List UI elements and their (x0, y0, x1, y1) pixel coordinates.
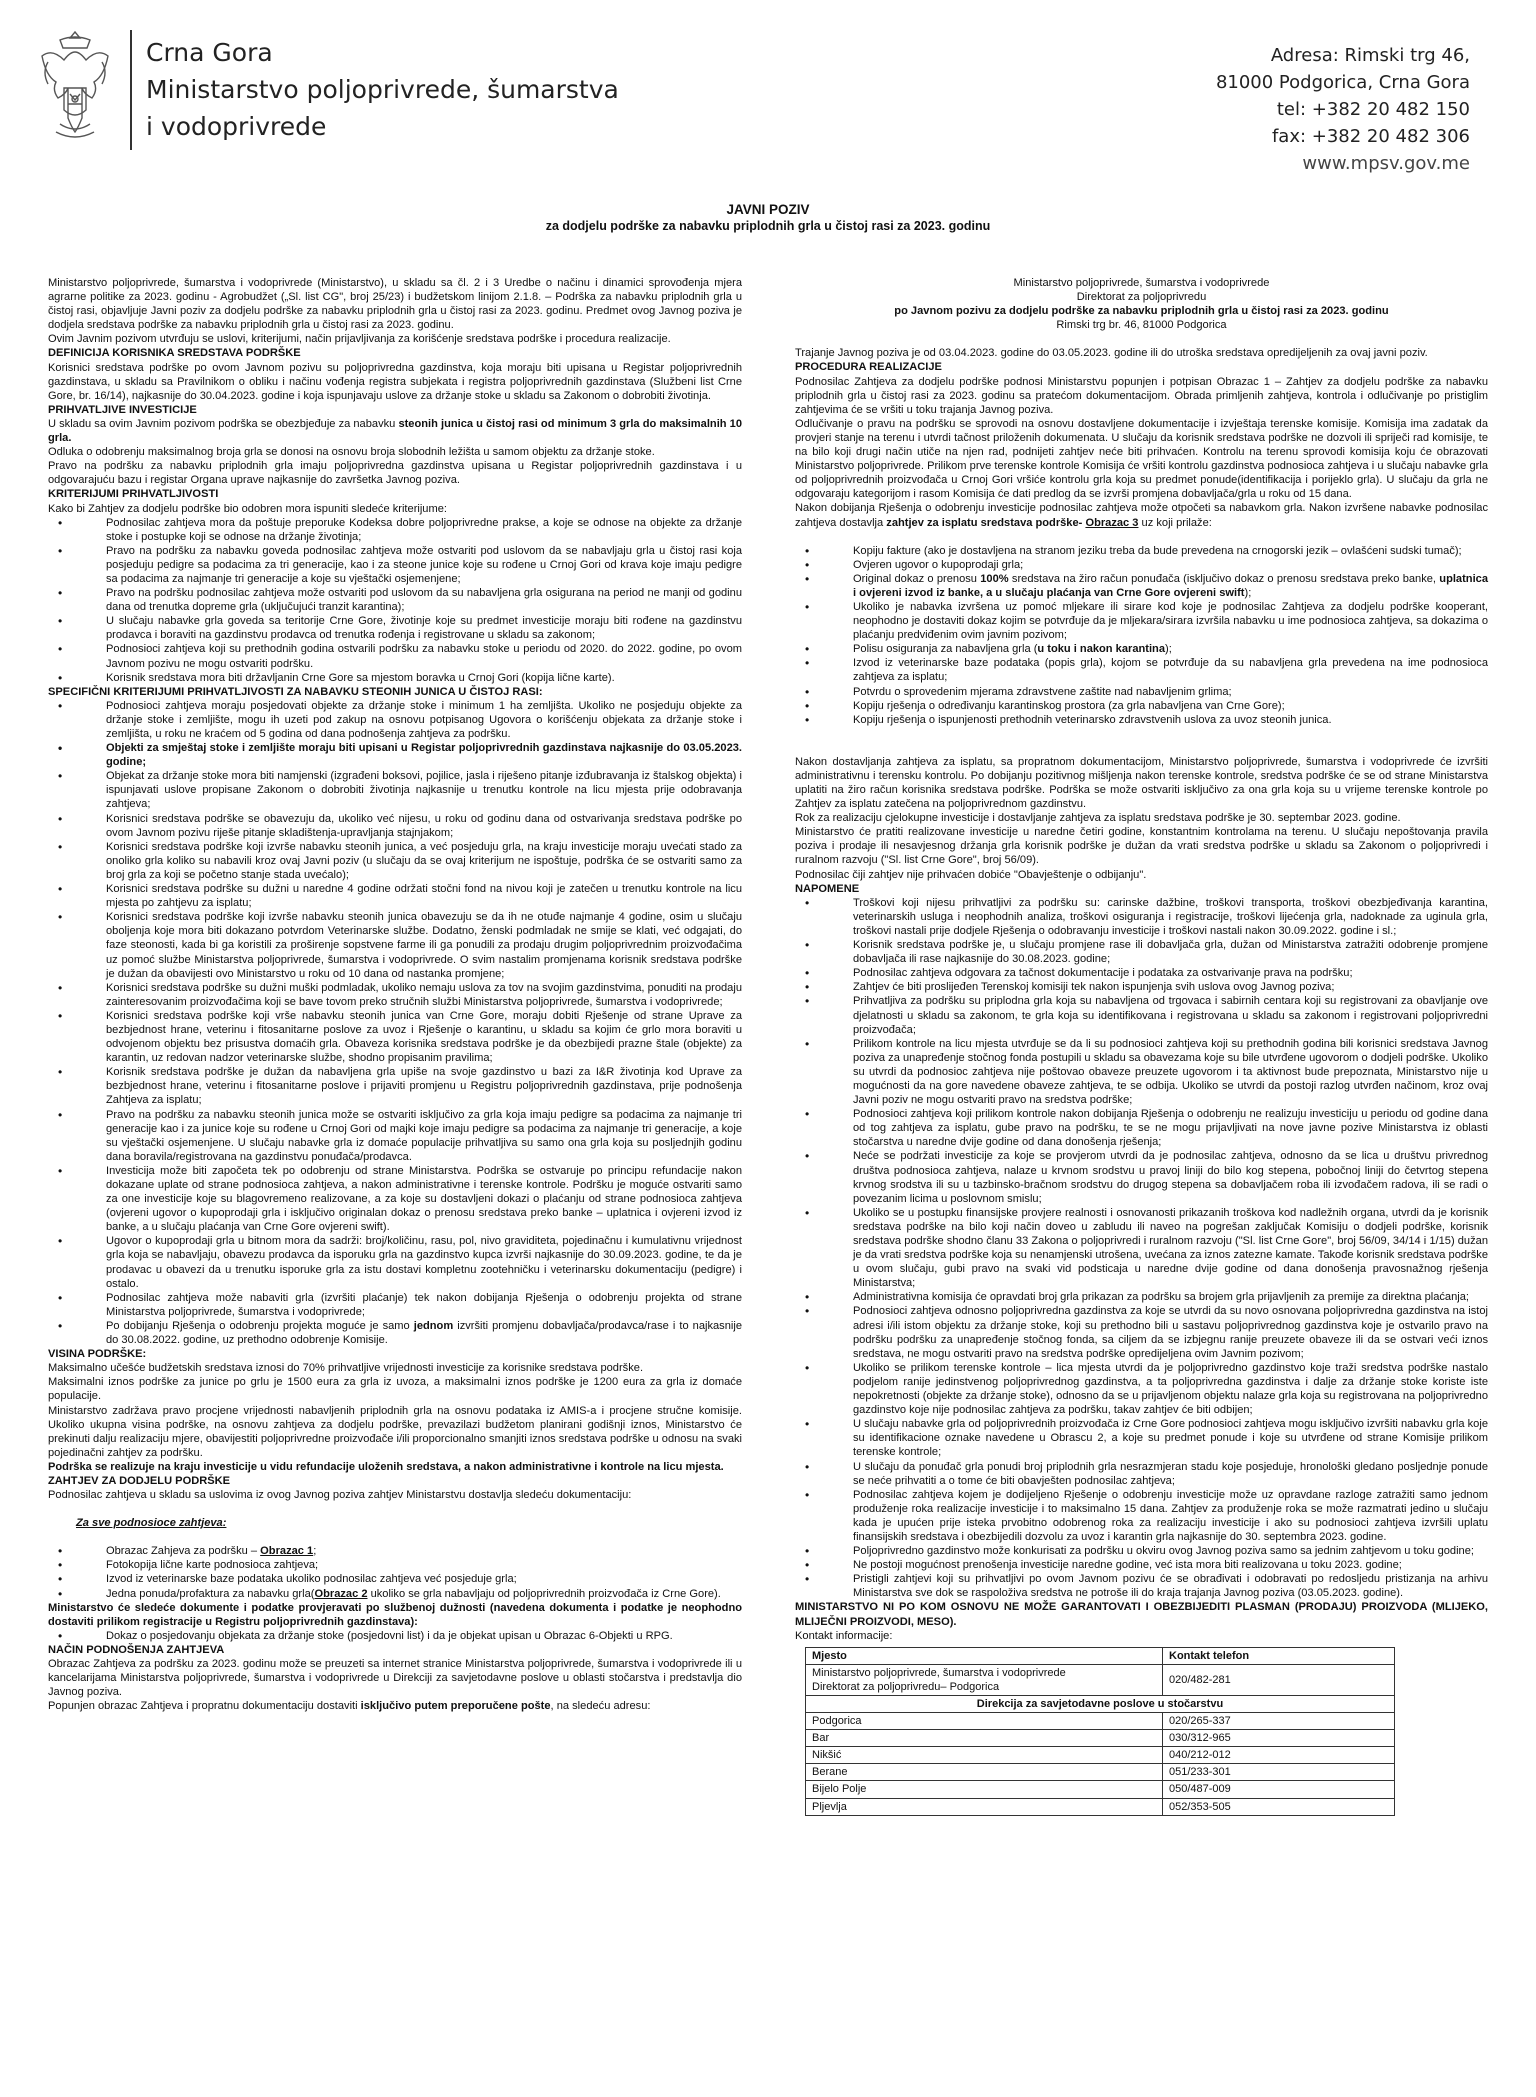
table-cell: 030/312-965 (1163, 1730, 1395, 1747)
title-sub: za dodjelu podrške za nabavku priplodnih grla u čistoj rasi za 2023. godinu (545, 219, 991, 233)
list-item: • Objekti za smještaj stoke i zemljište moraju biti upisani u Registar poljoprivrednih gazdinstava najkasnije do 03.05.2023. godine; (48, 741, 742, 769)
item-text: uz koji prilaže: (1138, 516, 1212, 529)
list-item: • Kopiju fakture (ako je dostavljena na stranom jeziku treba da bude prevedena na crnogorski jezik – ovlašćeni sudski tumač); (795, 544, 1488, 558)
column-header: Mjesto (806, 1647, 1163, 1664)
list-item: • Ukoliko je nabavka izvršena uz pomoć mljekare ili sirare kod koje je podnosilac Zahtjeva za dodjelu podrške kooperant, neophodno je dostaviti dokaz kojim se potvrđuje da je mljekara/sirara izvršila nabavku u ime podnosioca zahtjeva, sa dokazima o plaćanju predviđenim ovim javnim pozivom; (795, 600, 1488, 642)
all-applicants-label: Za sve podnosioce zahtjeva: (76, 1517, 227, 1530)
left-column (48, 276, 742, 1713)
list-item: • Kopiju rješenja o ispunjenosti prethodnih veterinarsko zdravstvenih uslova za uvoz steonih junica. (795, 713, 1488, 727)
table-cell: 052/353-505 (1163, 1798, 1395, 1815)
section-heading-support-amount: VISINA PODRŠKE: (48, 1348, 147, 1361)
investments-text: U skladu sa ovim Javnim pozivom podrška se obezbjeđuje za nabavku (48, 417, 399, 430)
table-header-row (806, 1647, 1395, 1664)
address-line: Adresa: Rimski trg 46, (1270, 45, 1470, 66)
duration-paragraph: Trajanje Javnog poziva je od 03.04.2023. godine do 03.05.2023. godine ili do utroška sredstava opredijeljenih za ovaj javni poziv. (795, 347, 1428, 360)
investments-bold: steonih junica u čistoj rasi od minimum 3 grla do maksimalnih 10 grla. (48, 417, 742, 445)
list-item: • Prihvatljiva za podršku su priplodna grla koja su nabavljena od trgovaca i sabirnih centara koji su registrovani za obavljanje ove djelatnosti u skladu sa zakonom, te grla koja su identifikovana i registrovana u skladu sa zakonom i registrovani poljoprivredni proizvođača; (795, 994, 1488, 1036)
item-text: Nakon dobijanja Rješenja o odobrenju investicije podnosilac zahtjeva može otpočeti sa nabavkom grla. Nakon izvršene nabavke podnosilac zahtjeva dostavlja (795, 502, 1488, 529)
section-heading-submission: NAČIN PODNOŠENJA ZAHTJEVA (48, 1643, 225, 1656)
form-2-link[interactable]: Obrazac 2 (314, 1587, 368, 1600)
address-line: po Javnom pozivu za dodjelu podrške za nabavku priplodnih grla u čistoj rasi za 2023. godinu (894, 305, 1389, 318)
list-item: • U slučaju nabavke grla od poljoprivrednih proizvođača iz Crne Gore podnosioci zahtjeva mogu isključivo izvršiti nabavku grla koje su identifikacione oznake navedene u Obrascu 2, a koje su predmet ponude i koje su utvrđene od strane Komisije prilikom terenske kontrole; (795, 1417, 1488, 1459)
list-item: • Podnosioci zahtjeva odnosno poljoprivredna gazdinstva za koje se utvrdi da su novo osnovana poljoprivredna gazdinstva na istoj adresi i/ili istom objektu za držanje stoke, koji su prethodno bili u sastavu poljoprivrednog gazdinstva koje je ostvarilo pravo na podršku podršku za unapređenje stočnog fonda, sa ciljem da se izbjegnu ranije preuzete obaveze ili da se ostvari veći iznos sredstava, ne mogu ostvariti pravo na sredstva podrške opredijeljena ovim Javnim pozivom; (795, 1304, 1488, 1360)
list-item: • Kopiju rješenja o određivanju karantinskog prostora (za grla nabavljena van Crne Gore); (795, 699, 1488, 713)
intro-paragraph: Ministarstvo poljoprivrede, šumarstva i vodoprivrede (Ministarstvo), u skladu sa čl. 2 i 3 Uredbe o načinu i dinamici sprovođenja mjera agrarne politike za 2023. godinu - Agrobudžet („Sl. list CG", broj 25/23) i budžetskom linijom 2.1.8. – Podrška za nabavku priplodnih grla u čistoj rasi, objavljuje Javni poziv za dodjelu podrške za nabavku priplodnih grla u čistoj rasi za 2023. godinu. Predmet ovog Javnog poziva je dodjela sredstava podrške za nabavku priplodnih grla u čistoj rasi za 2023. godinu. (48, 277, 742, 332)
table-cell: 040/212-012 (1163, 1747, 1395, 1764)
list-item (48, 1587, 742, 1601)
list-item: • Korisnik sredstava podrške je dužan da nabavljena grla upiše na svoje gazdinstvo u bazi za I&R životinja kod Uprave za bezbjednost hrane, veterinu i fitosanitarne poslove i prijaviti promjenu u Registru poljoprivrednih gazdinstava, prije podnošenja Zahtjeva za isplatu; (48, 1065, 742, 1107)
list-item: • Potvrdu o sprovedenim mjerama zdravstvene zaštite nad nabavljenim grlima; (795, 685, 1488, 699)
form-3-link[interactable]: Obrazac 3 (1085, 516, 1139, 529)
table-section-row (806, 1696, 1395, 1713)
fax-line: fax: +382 20 482 306 (1271, 126, 1470, 147)
after-paragraph-4: Podnosilac čiji zahtjev nije prihvaćen dobiće "Obavještenje o odbijanju". (795, 868, 1147, 881)
table-row (806, 1713, 1395, 1730)
list-item: • Pravo na podršku za nabavku goveda podnosilac zahtjeva može ostvariti pod uslovom da se nabavljaju grla u čistoj rasi koja posjeduju pedigre sa podacima za tri generacije, kao i za steone junice koje su rođene u Crnoj Gori od krava koje imaju pedigre sa podacima za najmanje tri generacije a koje su vještački osjemenjene; (48, 544, 742, 586)
list-item (795, 572, 1488, 600)
address-line: Direktorat za poljoprivredu (1076, 291, 1207, 304)
table-row (806, 1764, 1395, 1781)
item-text: sredstava na žiro račun ponuđača (isključivo dokaz o prenosu sredstava preko banke, (1008, 572, 1440, 585)
table-cell: Bijelo Polje (806, 1781, 1163, 1798)
title-main: JAVNI POZIV (726, 202, 810, 217)
list-item: • Ukoliko se prilikom terenske kontrole – lica mjesta utvrdi da je poljoprivredno gazdinstvo koje traži sredstva podrške nastalo podjelom ranije jedinstvenog poljoprivrednog gazdinstva, a ta poljoprivredna gazdinstva i dalje za držanje stoke koriste iste nepokretnosti (objekte za držanje stoke), odnosno da se u prijavljenom objektu nalaze grla koja su registrovana na poljoprivredno gazdinstvo koje nije podnosilac zahtjeva za podršku, takav zahtjev će biti odbijen; (795, 1361, 1488, 1417)
investments-paragraph-3: Pravo na podršku za nabavku priplodnih grla imaju poljoprivredna gazdinstva upisana u Registar poljoprivrednih gazdinstava i u odgovarajuću bazu i registar Organa uprave najkasnije do završetka Javnog poziva. (48, 460, 742, 487)
intro-paragraph-2: Ovim Javnim pozivom utvrđuju se uslovi, kriterijumi, način prijavljivanja za korišćenje sredstava podrške i procedura realizacije. (48, 333, 671, 346)
item-bold: 100% (980, 572, 1009, 585)
item-text: Obrazac Zahjeva za podršku – (106, 1545, 261, 1558)
list-item: • Podnosilac zahtjeva kojem je dodijeljeno Rješenje o odobrenju investicije može uz opravdane razloge zatražiti samo jednom produženje roka realizacije investicije i to maksimalno 15 dana. Zahtjev za produženje roka se može razmatrati jedino u slučaju kada je upućen prije isteka prvobitno odobrenog roka za realizaciju investicije i ako su podnosioci zahtjeva izvršili uplatu finansijskih sredstava i obezbijedili dozvolu za uvoz i karantin grla najkasnije do 30. septembra 2023. godine. (795, 1488, 1488, 1544)
item-text: Po dobijanju Rješenja o odobrenju projekta moguće je samo (106, 1319, 414, 1332)
table-cell: 050/487-009 (1163, 1781, 1395, 1798)
list-item: • Korisnik sredstava mora biti državljanin Crne Gore sa mjestom boravka u Crnoj Gori (kopija lične karte). (48, 671, 742, 685)
list-item (795, 642, 1488, 656)
list-item: • Ugovor o kupoprodaji grla u bitnom mora da sadrži: broj/količinu, rasu, pol, nivo graviditeta, pojedinačnu i kumulativnu vrijednost grla koja se nabavljaju, obavezu prodavca da isporuku grla na gazdinstvo kupca izvrši najkasnije do 30.09.2023. godine, te da je prodavac u obavezi da u trenutku isporuke grla za istu dostavi kompletnu zootehničku i veterinarsku dokumentaciju (pedigre) i ostalo. (48, 1234, 742, 1290)
right-column (795, 276, 1488, 1816)
list-item: • Administrativna komisija će opravdati broj grla prikazan za podršku sa brojem grla prijavljenih za premije za direktna plaćanja; (795, 1290, 1488, 1304)
ministry-line: Ministarstvo poljoprivrede, šumarstva i vodoprivrede (812, 1666, 1066, 1679)
list-item: • Zahtjev će biti proslijeđen Terenskoj komisiji tek nakon ispunjenja svih uslova ovog Javnog poziva; (795, 980, 1488, 994)
table-row (806, 1798, 1395, 1815)
item-bold: jednom (413, 1319, 454, 1332)
table-row (806, 1781, 1395, 1798)
list-item: • Korisnici sredstava podrške su dužni muški podmladak, ukoliko nemaju uslova za tov na svojim gazdinstvima, ponuditi na prodaju zainteresovanim proizvođačima koji se bave tovom preko stručnih službi Ministarstva poljoprivrede, šumarstva i vodoprivrede; (48, 981, 742, 1009)
list-item: • Podnosioci zahtjeva koji su prethodnih godina ostvarili podršku za nabavku stoke u periodu od 2020. do 2022. godine, po ovom Javnom pozivu ne mogu ostvariti podršku. (48, 642, 742, 670)
support-paragraph-2: Maksimalni iznos podrške za junice po grlu je 1500 eura za grla iz uvoza, a maksimalni iznos podrške je 1200 eura za grla iz domaće populacije. (48, 1376, 742, 1403)
table-cell: 020/265-337 (1163, 1713, 1395, 1730)
item-bold: uplatnica i ovjereni izvod iz banke, a u slučaju plaćanja van Crne Gore ovjereni swift (853, 572, 1488, 599)
criteria-intro: Kako bi Zahtjev za dodjelu podrške bio odobren mora ispuniti sledeće kriterijume: (48, 502, 447, 515)
list-item: • Korisnici sredstava podrške koji izvrše nabavku steonih junica, a već posjeduju grla, na kraju investicije moraju uvećati stado za onoliko grla koliko su nabavili kroz ovaj Javni poziv (u slučaju da se ovaj kriterijum ne ispoštuje, podrška će se ostvariti samo za broj grla za koji se početno stanje stada uvećalo); (48, 840, 742, 882)
spacer (48, 1502, 742, 1516)
procedure-paragraph-3 (795, 501, 1488, 529)
item-text: ; (313, 1545, 317, 1558)
list-item: • Poljoprivredno gazdinstvo može konkurisati za podršku u okviru ovog Javnog poziva samo sa jednim zahtjevom u toku godine; (795, 1544, 1488, 1558)
notes-list (795, 896, 1488, 1601)
list-item: • Pravo na podršku podnosilac zahtjeva može ostvariti pod uslovom da su nabavljena grla osigurana na period ne manji od godinu dana od trenutka dopreme grla (uključujući tranzit karantina); (48, 586, 742, 614)
section-heading-request: ZAHTJEV ZA DODJELU PODRŠKE (48, 1474, 231, 1487)
table-row (806, 1747, 1395, 1764)
item-bold: isključivo putem preporučene pošte (360, 1700, 551, 1713)
investments-paragraph (48, 417, 742, 445)
table-cell: Pljevlja (806, 1798, 1163, 1815)
city-line: 81000 Podgorica, Crna Gora (1215, 72, 1470, 93)
list-item (48, 1319, 742, 1347)
list-item: • Investicija može biti započeta tek po odobrenju od strane Ministarstva. Podrška se ostvaruje po principu refundacije nakon dokazane uplate od strane podnosioca zahtjeva, a nakon administrativne i terenske kontrole. Podršku je moguće ostvariti samo za one investicije koje su blagovremeno realizovane, a za koje su dostavljeni dokazi o plaćanju od strane podnosioca zahtjeva (ovjereni ugovor o kupoprodaji grla i isključivo originalan dokaz o prenosu sredstava preko banke – uplatnica i ovjereni izvod iz banke, a u slučaju plaćanja van Crne Gore ovjereni swift). (48, 1164, 742, 1234)
list-item: • Podnosilac zahtjeva mora da poštuje preporuke Kodeksa dobre poljoprivredne prakse, a koje se odnose na objekte za držanje stoke i postupke koji se odnose na držanje životinja; (48, 516, 742, 544)
item-text: Polisu osiguranja za nabavljena grla ( (853, 643, 1038, 656)
submission-paragraph-2 (48, 1699, 742, 1713)
section-heading-specific-criteria: SPECIFIČNI KRITERIJUMI PRIHVATLJIVOSTI ZA NABAVKU STEONIH JUNICA U ČISTOJ RASI: (48, 685, 543, 698)
section-heading-notes: NAPOMENE (795, 882, 860, 895)
website-link[interactable]: www.mpsv.gov.me (1302, 153, 1470, 174)
table-cell: Podgorica (806, 1713, 1163, 1730)
list-item: • Podnosioci zahtjeva koji prilikom kontrole nakon dobijanja Rješenja o odobrenju ne realizuju investiciju u periodu od godine dana od tog zahtjeva za isplatu, gube pravo na podršku, te se ne mogu prijavljivati na nove javne pozive Ministarstva iz oblasti stočarstva u naredne dvije godine od dana donošenja rješenja; (795, 1107, 1488, 1149)
spacer (795, 530, 1488, 544)
item-text: Popunjen obrazac Zahtjeva i propratnu dokumentaciju dostaviti (48, 1700, 361, 1713)
official-check-list (48, 1629, 742, 1643)
address-line: Rimski trg br. 46, 81000 Podgorica (1056, 319, 1227, 332)
document-title (0, 202, 1536, 233)
contact-block (1216, 42, 1470, 177)
investments-paragraph-2: Odluka o odobrenju maksimalnog broja grla se donosi na osnovu broja slobodnih ležišta u samom objektu za držanje stoke. (48, 446, 655, 459)
support-paragraph: Maksimalno učešće budžetskih sredstava iznosi do 70% prihvatljive vrijednosti investicije za korisnike sredstava podrške. (48, 1362, 644, 1375)
org-ministry: Ministarstvo poljoprivrede, šumarstva (146, 75, 619, 104)
item-text: ); (1165, 643, 1172, 656)
item-text: ukoliko se grla nabavljaju od poljoprivrednih proizvođača iz Crne Gore). (367, 1587, 721, 1600)
list-item: • U slučaju da ponuđač grla ponudi broj priplodnih grla nesrazmjeran stadu koje posjeduje, hronološki gledano posljednje ponude se neće prihvatiti a o tome će biti obavješten podnosilac zahtjeva; (795, 1460, 1488, 1488)
item-text: izvršiti promjenu dobavljača/prodavca/rase i to najkasnije do 30.08.2022. godine, uz prethodno odobrenje Komisije. (106, 1319, 742, 1347)
item-bold: zahtjev za isplatu sredstava podrške- (886, 516, 1086, 529)
spacer (795, 332, 1488, 346)
list-item: • Izvod iz veterinarske baze podataka ukoliko podnosilac zahtjeva već posjeduje grla; (48, 1572, 742, 1586)
list-item: • Ne postoji mogućnost prenošenja investicije naredne godine, već ista mora biti realizovana u toku 2023. godine; (795, 1558, 1488, 1572)
after-paragraph-3: Ministarstvo će pratiti realizovane investicije u naredne četiri godine, konstantnim kontrolama na terenu. U slučaju nepoštovanja pravila poziva i prodaje ili nesavjesnog držanja grla korisnik podrške je dužan da vrati sredstva podrške u skladu sa Zakonom o poljoprivredi i ruralnom razvoju ("Sl. list Crne Gore", broj 56/09). (795, 826, 1488, 867)
coat-of-arms-icon (30, 28, 120, 146)
table-cell: Nikšić (806, 1747, 1163, 1764)
mailing-address (795, 276, 1488, 332)
payment-documents-list (795, 544, 1488, 727)
spacer (48, 1530, 742, 1544)
list-item: • Troškovi koji nijesu prihvatljivi za podršku su: carinske dažbine, troškovi transporta, troškovi obezbjeđivanja karantina, veterinarskih usluga i neophodnih analiza, troškovi osiguranja i registracije, troškovi lijećenja grla, nadoknade za uginula grla, troškovi nastali prije dodjele Rješenja o odobravanju investicije i troškovi nastali nakon 30.09.2022. godine i sl.; (795, 896, 1488, 938)
contact-table (805, 1647, 1395, 1816)
table-cell: Bar (806, 1730, 1163, 1747)
list-item: • Pristigli zahtjevi koji su prihvatljivi po ovom Javnom pozivu će se obrađivati i odobravati po redosljedu pristizanja na arhivu Ministarstva sve dok se raspoloživa sredstva ne potroše ili do kraja trajanja Javnog poziva (03.05.2023. godine). (795, 1572, 1488, 1600)
item-text: Jedna ponuda/profaktura za nabavku grla( (106, 1587, 315, 1600)
table-section: Direkcija za savjetodavne poslove u stočarstvu (806, 1696, 1395, 1713)
column-header: Kontakt telefon (1163, 1647, 1395, 1664)
list-item: • Pravo na podršku za nabavku steonih junica može se ostvariti isključivo za grla koja imaju pedigre sa podacima za najmanje tri generacije kao i za junice koje su rođene u Crnoj Gori od majki koje imaju pedigre sa podacima za najmanje tri generacije, a koje su vještački osjemenjene. U slučaju nabavke grla iz domaće populacije prihvatljiva su samo ona grla koja su posljednjih godinu dana boravila/registrovana na gazdinstvu ponuđača/prodavca. (48, 1108, 742, 1164)
section-heading-criteria: KRITERIJUMI PRIHVATLJIVOSTI (48, 488, 219, 501)
section-heading-definition: DEFINICIJA KORISNIKA SREDSTAVA PODRŠKE (48, 347, 301, 360)
list-item: • Ovjeren ugovor o kupoprodaji grla; (795, 558, 1488, 572)
list-item: • Korisnici sredstava podrške se obavezuju da, ukoliko već nijesu, u roku od godinu dana od ostvarivanja sredstava podrške po ovom Javnom pozivu riješe pitanje skladištenja-upravljanja stajnjakom; (48, 812, 742, 840)
specific-criteria-list (48, 699, 742, 1347)
address-line: Ministarstvo poljoprivrede, šumarstva i vodoprivrede (1013, 277, 1270, 289)
list-item: • Korisnici sredstava podrške koji vrše nabavku steonih junica van Crne Gore, moraju dobiti Rješenje od strane Uprave za bezbjednost hrane, veterinu i fitosanitarne poslove za uvoz i Rješenje o karantinu, u skladu sa kojim će grlo mora boraviti u odvojenom objektu bez prisustva domaćih grla. Obaveza korisnika sredstava podrške je da obezbijedi prazne štale (objekte) za karantin, uz redovan nadzor veterinarske službe, shodno propisanim pravilima; (48, 1009, 742, 1065)
official-check-note: Ministarstvo će sledeće dokumente i podatke provjeravati po službenoj dužnosti (navedena dokumenta i podatke je neophodno dostaviti prilikom registracije u Registru poljoprivrednih gazdinstava): (48, 1601, 742, 1628)
ministry-name (146, 34, 619, 145)
item-text: Original dokaz o prenosu (853, 572, 981, 585)
placement-disclaimer: MINISTARSTVO NI PO KOM OSNOVU NE MOŽE GARANTOVATI I OBEZBIJEDITI PLASMAN (PRODAJU) PROIZVODA (MLIJEKO, MLIJEČNI PROIZVODI, MESO). (795, 1601, 1488, 1628)
criteria-list (48, 516, 742, 685)
item-bold: u toku i nakon karantina (1037, 643, 1165, 656)
list-item (48, 1544, 742, 1558)
request-paragraph: Podnosilac zahtjeva u skladu sa uslovima iz ovog Javnog poziva zahtjev Ministarstvu dostavlja sledeću dokumentaciju: (48, 1489, 632, 1502)
section-heading-investments: PRIHVATLJIVE INVESTICIJE (48, 403, 197, 416)
form-1-link[interactable]: Obrazac 1 (260, 1545, 314, 1558)
contact-label: Kontakt informacije: (795, 1629, 893, 1642)
documents-list (48, 1544, 742, 1600)
definition-paragraph: Korisnici sredstava podrške po ovom Javnom pozivu su poljoprivredna gazdinstva, koja moraju biti upisana u Registar poljoprivrednih gazdinstava, u skladu sa Pravilnikom o obliku i načinu vođenja registra subjekata i registra poljoprivrednih gazdinstava (Službeni list Crne Gore, br. 16/14), najkasnije do 30.04.2023. godine i koja ispunjavaju uslove za držanje stoke u skladu sa Zakonom o dobrobiti životinja. (48, 361, 742, 402)
table-cell (806, 1664, 1163, 1695)
list-item: • Podnosioci zahtjeva moraju posjedovati objekte za držanje stoke i minimum 1 ha zemljišta. Ukoliko ne posjeduju objekte za držanje stoke i zemljište, mogu ih uzeti pod zakup na osnovu potpisanog Ugovora o korišćenju objekata za držanje stoke i zemljišta, u roku ne kraćem od 5 godina od dana podnošenja zahtjeva za podršku. (48, 699, 742, 741)
list-item: • Korisnici sredstava podrške su dužni u naredne 4 godine održati stočni fond na nivou koji je zatečen u trenutku kontrole na licu mjesta po zahtjevu za isplatu; (48, 882, 742, 910)
procedure-paragraph-2: Odlučivanje o pravu na podršku se sprovodi na osnovu dostavljene dokumentacije i izvještaja terenske komisije. Komisija ima zadatak da provjeri stanje na terenu i utvrdi tačnost priloženih dokumenata. U slučaju da korisnik sredstava podrške ne dozvoli ili spriječi rad komisije, te na bilo koji drugi način utiče na njen rad, podnijeti zahtjev neće biti prihvaćen. Kontrolu na terenu sprovodi komisija koju će obrazovati Ministarstvo poljoprivrede. Prilikom prve terenske kontrole Komisija će vršiti kontrolu gazdinstva podnosioca zahtjeva i u slučaju nabavke grla od poljoprivrednih proizvođača u Crnoj Gori vršiće kontrolu grla koja su predmet ponude(identifikacija i porijeklo grla). U slučaju da grla ne odgovaraju kategorijom i rasom Komisija će dati predlog da se izvrši promjena dobavljača/grla u roku od 15 dana. (795, 417, 1488, 501)
header-divider (130, 30, 132, 150)
submission-paragraph: Obrazac Zahtjeva za podršku za 2023. godinu može se preuzeti sa internet stranice Ministarstva poljoprivrede, šumarstva i vodoprivrede ili u kancelarijama Ministarstva poljoprivrede, šumarstva i vodoprivrede u Direkciji za savjetodavne poslove u oblasti stočarstva i predstavlja dio Javnog poziva. (48, 1658, 742, 1699)
table-cell: 020/482-281 (1163, 1664, 1395, 1695)
list-item: • Fotokopija lične karte podnosioca zahtjeva; (48, 1558, 742, 1572)
table-cell: Berane (806, 1764, 1163, 1781)
table-cell: 051/233-301 (1163, 1764, 1395, 1781)
letterhead (0, 0, 1536, 190)
org-country: Crna Gora (146, 38, 273, 67)
org-ministry-cont: i vodoprivrede (146, 112, 327, 141)
directorate-line: Direktorat za poljoprivredu– Podgorica (812, 1680, 1000, 1693)
list-item: • Dokaz o posjedovanju objekata za držanje stoke (posjedovni list) i da je objekat upisan u Obrazac 6-Objekti u RPG. (48, 1629, 742, 1643)
support-paragraph-3: Ministarstvo zadržava pravo procjene vrijednosti nabavljenih priplodnih grla na osnovu podataka iz AMIS-a i procjene stručne komisije. Ukoliko ukupna visina podrške, na osnovu zahtjeva za dodjelu podrške, prevazilazi budžetom planirani godišnji iznos, Ministarstvo će prekinuti dalju realizaciju mjere, obavijestiti poljoprivredne proizvođače i/ili proporcionalno smanjiti iznos sredstava podrške u odnosu na svaki pojedinačni zahtjev za podršku. (48, 1404, 742, 1459)
table-row (806, 1730, 1395, 1747)
list-item: • Korisnik sredstava podrške je, u slučaju promjene rase ili dobavljača grla, dužan od Ministarstva zatražiti odobrenje promjene dobavljača ili rase najkasnije do 30.08.2023. godine; (795, 938, 1488, 966)
list-item: • Podnosilac zahtjeva može nabaviti grla (izvršiti plaćanje) tek nakon dobijanja Rješenja o odobrenju projekta od strane Ministarstva poljoprivrede, šumarstva i vodoprivrede; (48, 1291, 742, 1319)
after-paragraph: Nakon dostavljanja zahtjeva za isplatu, sa propratnom dokumentacijom, Ministarstvo poljoprivrede, šumarstva i vodoprivrede će izvršiti administrativnu i terensku kontrolu. Po dobijanju pozitivnog mišljenja nakon terenske kontrole, sredstva podrške će se od strane Ministarstva uplatiti na žiro račun korisnika sredstava podrške. Podrška se može ostvariti isključivo za ona grla koja su u vrijeme terenske kontrole po Zahtjev za isplatu zatečena na poljoprivrednom gazdinstvu. (795, 755, 1488, 811)
list-item: • Prilikom kontrole na licu mjesta utvrđuje se da li su podnosioci zahtjeva koji su prethodnih godina bili korisnici sredstava Javnog poziva za unapređenje stočnog fonda postupili u skladu sa obavezama koje su bile utvrđene ugovorom o dodjeli podrške. Ukoliko su utvrdi da podnosioc zahtjeva nije poštovao obaveze preuzete ugovorom i ta aktivnost bude prepoznata, Ministarstvo nije u mogućnosti da na gore navedene obaveze zahtjeva, te se odbija. Ukoliko se utvrdi da postoji razlog utvrđen načinom, kroz ovaj Javni poziv ne mogu ostvariti pravo na sredstva podrške; (795, 1037, 1488, 1107)
list-item: • Korisnici sredstava podrške koji izvrše nabavku steonih junica obavezuju se da ih ne otuđe najmanje 4 godine, osim u slučaju oboljenja koje mora biti dokazano potvrdom Veterinarske službe. Dodatno, ženski podmladak ne smije se klati, već odgajati, do faze steonosti, kada bi ga koristili za proširenje sopstvene farme ili ga ponudili za prodaju drugim poljoprivrednim proizvođačima uz pomoć službe Ministarstva poljoprivrede, šumarstva i vodoprivrede. O svim nastalim promjenama korisnik sredstava podrške je dužan da obavijesti ovo Ministarstvo u roku od 10 dana od nastanka promjene; (48, 910, 742, 980)
after-paragraph-2: Rok za realizaciju cjelokupne investicije i dostavljanje zahtjeva za isplatu sredstava podrške je 30. septembar 2023. godine. (795, 812, 1401, 825)
item-text: , na sledeću adresu: (550, 1700, 651, 1713)
table-row (806, 1664, 1395, 1695)
support-bold-note: Podrška se realizuje na kraju investicije u vidu refundacije uloženih sredstava, a nakon administrativne i kontrole na licu mjesta. (48, 1460, 724, 1473)
section-heading-procedure: PROCEDURA REALIZACIJE (795, 361, 942, 374)
list-item: • Ukoliko se u postupku finansijske provjere realnosti i osnovanosti prikazanih troškova kod nadležnih organa, utvrdi da je korisnik sredstava podrške na bilo koji način doveo u zabludu ili naveo na pogrešan zaključak Komisiju o dodjeli podrške, korisnik sredstava podrške shodno članu 33 Zakona o poljoprivredi i ruralnom razvoju ("Sl. list Crne Gore", broj 56/09, 34/14 i 1/15) dužan je da vrati sredstva podrške koja su nenamjenski utrošena, uvećana za iznos zatezne kamate. Takođe korisnik sredstava podrške u ovom slučaju, gubi pravo na svaki vid podsticaja u naredne dvije godine od dana donošenja pravosnažnog rješenja Ministarstva; (795, 1206, 1488, 1291)
item-text: ); (1244, 586, 1252, 599)
list-item: • Podnosilac zahtjeva odgovara za tačnost dokumentacije i podataka za ostvarivanje prava na podršku; (795, 966, 1488, 980)
list-item: • Neće se podržati investicije za koje se provjerom utvrdi da je podnosilac zahtjeva, odnosno da se lica u društvu privrednog društva podnosioca zahtjeva, nalaze u krvnom srodstvu u pravoj liniji do bilo kog stepena, pobočnoj liniji do četvrtog stepena krvnog srodstva ili su u tazbinsko-bračnom srodstvu do drugog stepena sa dobavljačem roba ili izvođačem radova, ili se radi o povezanim licima u poslovnom smislu; (795, 1149, 1488, 1205)
phone-line: tel: +382 20 482 150 (1276, 99, 1470, 120)
list-item: • U slučaju nabavke grla goveda sa teritorije Crne Gore, životinje koje su predmet investicije moraju biti rođene na gazdinstvu prodavca i boraviti na gazdinstvu prodavca od trenutka rođenja i registrovane u skladu sa zakonom; (48, 614, 742, 642)
list-item: • Izvod iz veterinarske baze podataka (popis grla), kojom se potvrđuje da su nabavljena grla prevedena na ime podnosioca zahtjeva za isplatu; (795, 656, 1488, 684)
spacer (795, 727, 1488, 755)
procedure-paragraph: Podnosilac Zahtjeva za dodjelu podrške podnosi Ministarstvu popunjen i potpisan Obrazac 1 – Zahtjev za dodjelu podrške za nabavku priplodnih grla u čistoj rasi za 2023. godinu sa pratećom dokumentacijom. Obrada primljenih zahtjeva, kontrola i odlučivanje po pristiglim zahtjevima će se vršiti u toku trajanja Javnog poziva. (795, 375, 1488, 416)
list-item: • Objekat za držanje stoke mora biti namjenski (izgrađeni boksovi, pojilice, jasla i riješeno pitanje izđubravanja iz štalskog objekta) i ispunjavati uslove propisane Zakonom o dobrobiti životinja najkasnije u trenutku kontrole na licu mjesta prije odobravanja zahtjeva; (48, 769, 742, 811)
